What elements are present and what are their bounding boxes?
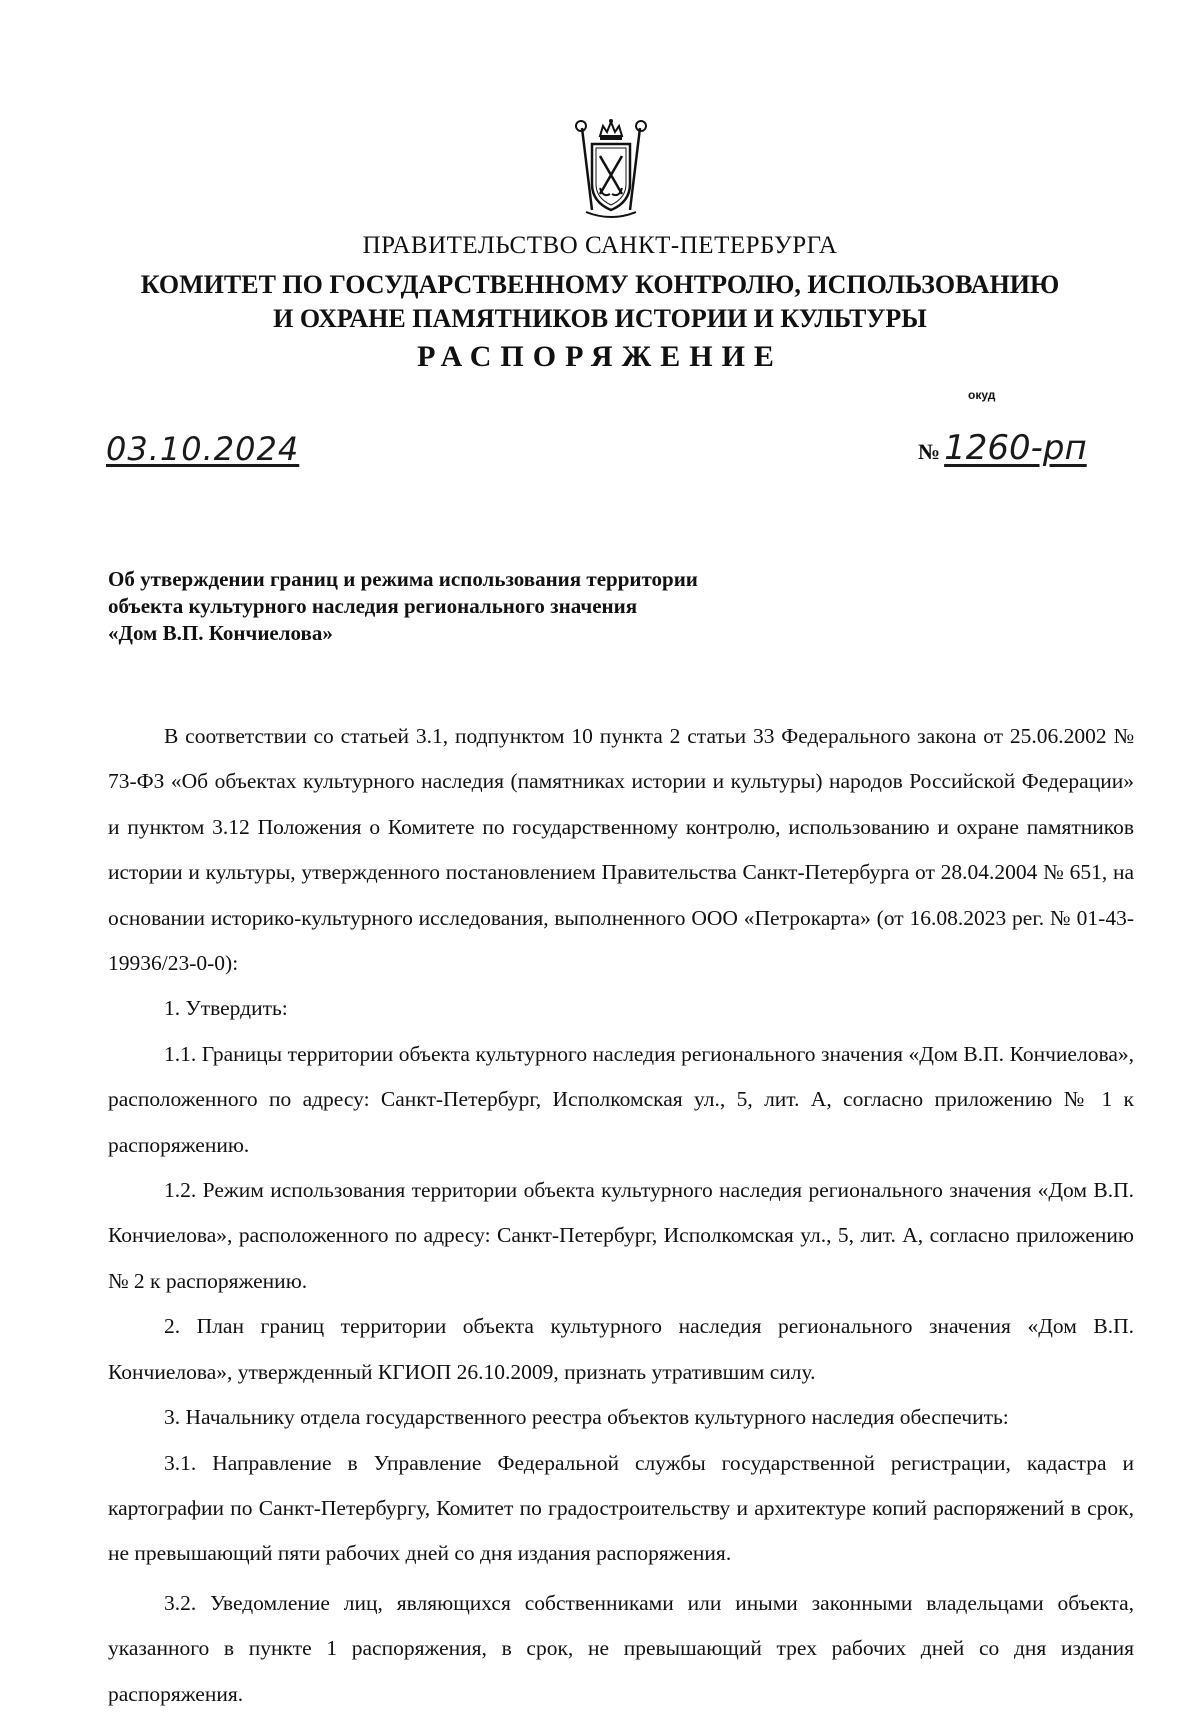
paragraph-1: 1. Утвердить:: [164, 996, 288, 1021]
subject-line-2: объекта культурного наследия регионального значения: [108, 594, 638, 618]
document-subject: [108, 566, 698, 647]
government-name: ПРАВИТЕЛЬСТВО САНКТ-ПЕТЕРБУРГА: [362, 232, 838, 259]
paragraph-3-2: 3.2. Уведомление лиц, являющихся собственниками или иными законными владельцами объекта, указанного в пункте 1 распоряжения, в срок, не превышающий трех рабочих дней со дня издания распоряжения.: [108, 1590, 1134, 1706]
number-sign: №: [918, 439, 941, 464]
number-value: 1260-рп: [944, 428, 1087, 468]
document-number: [918, 428, 1087, 468]
document-type: РАСПОРЯЖЕНИЕ: [417, 340, 783, 373]
paragraph-2: 2. План границ территории объекта культурного наследия регионального значения «Дом В.П. Кончиелова», утвержденный КГИОП 26.10.2009, признать утратившим силу.: [108, 1314, 1134, 1384]
paragraph-preamble: В соответствии со статьей 3.1, подпунктом 10 пункта 2 статьи 33 Федерального закона от 25.06.2002 № 73-ФЗ «Об объектах культурного наследия (памятниках истории и культуры) народов Российской Федерации» и пунктом 3.12 Положения о Комитете по государственному контролю, использованию и охране памятников истории и культуры, утвержденного постановлением Правительства Санкт-Петербурга от 28.04.2004 № 651, на основании историко-культурного исследования, выполненного ООО «Петрокарта» (от 16.08.2023 рег. № 01-43-19936/23-0-0):: [108, 724, 1134, 976]
saint-petersburg-coat-of-arms-icon: [570, 118, 652, 220]
committee-line-1: КОМИТЕТ ПО ГОСУДАРСТВЕННОМУ КОНТРОЛЮ, ИСПОЛЬЗОВАНИЮ: [140, 270, 1060, 299]
paragraph-3-1: 3.1. Направление в Управление Федеральной службы государственной регистрации, кадастра и картографии по Санкт-Петербургу, Комитет по градостроительству и архитектуре копий распоряжений в срок, не превышающий пяти рабочих дней со дня издания распоряжения.: [108, 1450, 1134, 1566]
paragraph-1-2: 1.2. Режим использования территории объекта культурного наследия регионального значения «Дом В.П. Кончиелова», расположенного по адресу: Санкт-Петербург, Исполкомская ул., 5, лит. А, согласно приложению № 2 к распоряжению.: [108, 1178, 1134, 1293]
paragraph-1-1: 1.1. Границы территории объекта культурного наследия регионального значения «Дом В.П. Кончиелова», расположенного по адресу: Санкт-Петербург, Исполкомская ул., 5, лит. А, согласно приложению № 1 к распоряжению.: [108, 1041, 1134, 1157]
document-date: 03.10.2024: [106, 430, 300, 468]
subject-line-3: «Дом В.П. Кончиелова»: [108, 621, 333, 645]
subject-line-1: Об утверждении границ и режима использования территории: [108, 567, 698, 591]
okud-label: окуд: [968, 388, 996, 402]
paragraph-3: 3. Начальнику отдела государственного реестра объектов культурного наследия обеспечить:: [164, 1405, 1009, 1430]
committee-name: [0, 268, 1200, 336]
committee-line-2: И ОХРАНЕ ПАМЯТНИКОВ ИСТОРИИ И КУЛЬТУРЫ: [273, 304, 927, 333]
document-body: [108, 714, 1134, 1717]
